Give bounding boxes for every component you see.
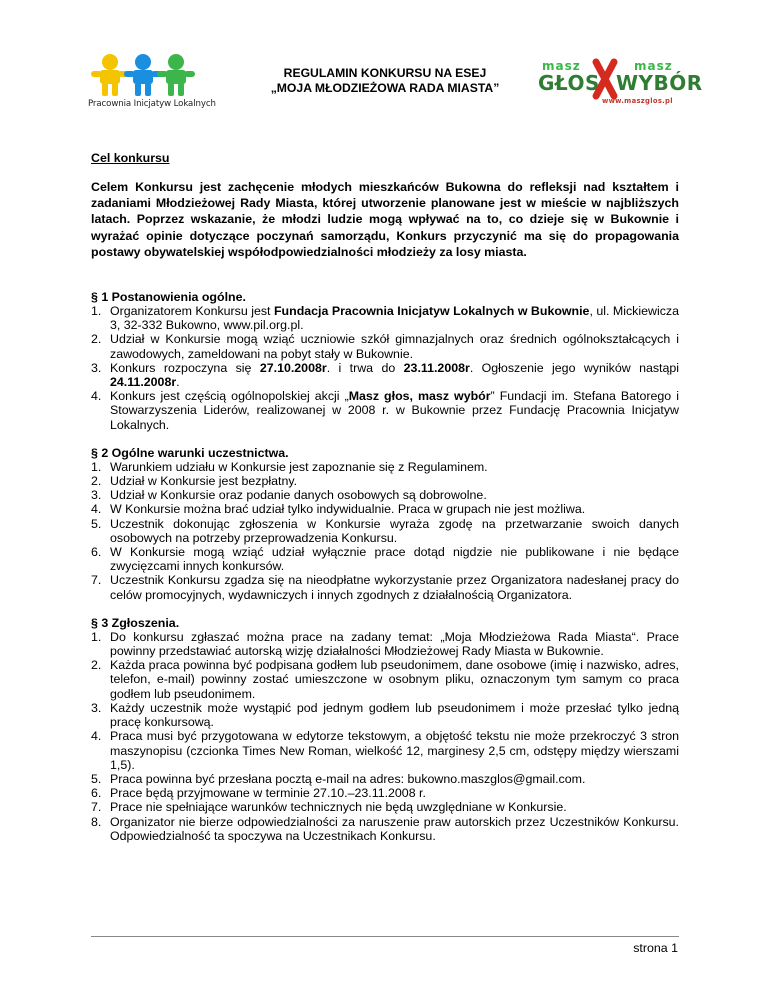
section-1-heading: § 1 Postanowienia ogólne. (91, 290, 246, 305)
section-3-heading: § 3 Zgłoszenia. (91, 615, 180, 630)
section-1-list (91, 304, 679, 432)
s3-item: 1. Do konkursu zgłaszać można prace na zadany temat: „Moja Młodzieżowa Rada Miasta“. Prace powinny przedstawiać autorską wizję działalności Młodzieżowej Rady Miasta w Bukownie. (91, 629, 679, 659)
s1-item-1: 1. Organizatorem Konkursu jest Fundacja Pracownia Inicjatyw Lokalnych w Bukownie, ul. Mickiewicza 3, 32-332 Bukowno, www.pil.org.pl. (91, 304, 680, 333)
s2-item: 5. Uczestnik dokonując zgłoszenia w Konkursie wyraża zgodę na przetwarzanie swoich danych osobowych na potrzeby przeprowadzenia Konkursu. (91, 516, 679, 545)
logo-word-masz-1: masz (542, 59, 581, 73)
section-2 (91, 446, 679, 602)
goal-text: Celem Konkursu jest zachęcenie młodych mieszkańców Bukowna do refleksji nad kształtem i zadaniami Młodzieżowej Rady Miasta, której utworzenie planowane jest w mieście w najbliższych latach. Poprzez wskazanie, że młodzi ludzie mogą wpływać na to, co dzieje się w Bukownie i wyrażać opinie dotyczące poczynań samorządu, Konkurs przyczynić ma się do propagowania postawy obywatelskiej współodpowiedzialności młodzieży za losy miasta. (91, 180, 679, 259)
s3-item: 4. Praca musi być przygotowana w edytorze tekstowym, a objętość tekstu nie może przekroczyć 3 stron maszynopisu (czcionka Times New Roman, wielkość 12, marginesy 2,5 cm, odstępy między wierszami 1,5). (91, 729, 679, 772)
s2-item: 3. Udział w Konkursie oraz podanie danych osobowych są dobrowolne. (91, 488, 487, 503)
figure-yellow (91, 54, 129, 96)
s1-item-2: 2. Udział w Konkursie mogą wziąć uczniowie szkół gimnazjalnych oraz średnich ogólnokształcących i zawodowych, zameldowani na pobyt stały w Bukownie. (91, 332, 679, 361)
s2-item: 1. Warunkiem udziału w Konkursie jest zapoznanie się z Regulaminem. (91, 459, 488, 474)
s3-item: 6. Prace będą przyjmowane w terminie 27.10.–23.11.2008 r. (91, 786, 426, 801)
s2-item: 6. W Konkursie mogą wziąć udział wyłącznie prace dotąd nigdzie nie publikowane i nie będące zwycięzcami innych konkursów. (91, 545, 679, 574)
page-number: strona 1 (633, 941, 678, 955)
s3-item: 2. Każda praca powinna być podpisana godłem lub pseudonimem, dane osobowe (imię i nazwisko, adres, telefon, e-mail) powinny zostać umieszczone w osobnym pliku, oznaczonym tym samym co praca godłem lub pseudonimem. (91, 658, 679, 701)
section-3 (91, 616, 679, 843)
section-2-heading: § 2 Ogólne warunki uczestnictwa. (91, 445, 289, 460)
figure-blue (124, 54, 162, 96)
s3-item: 5. Praca powinna być przesłana pocztą e-mail na adres: bukowno.maszglos@gmail.com. (91, 771, 586, 786)
section-2-list (91, 460, 679, 602)
masz-glos-url: www.maszglos.pl (602, 97, 673, 105)
section-1 (91, 290, 679, 432)
s3-item: 8. Organizator nie bierze odpowiedzialności za naruszenie praw autorskich przez Uczestników Konkursu. Odpowiedzialność ta spoczywa na Uczestnikach Konkursu. (91, 814, 679, 843)
s3-item: 7. Prace nie spełniające warunków technicznych nie będą uwzględniane w Konkursie. (91, 800, 567, 815)
s3-item: 3. Każdy uczestnik może wystąpić pod jednym godłem lub pseudonimem i może przesłać tylko jedną pracę konkursową. (91, 700, 679, 730)
document-body (91, 140, 679, 843)
pracownia-logo-caption: Pracownia Inicjatyw Lokalnych (88, 99, 216, 109)
logo-word-masz-2: masz (634, 59, 673, 73)
logo-word-glos: GŁOS (538, 71, 600, 95)
s1-item-3: 3. Konkurs rozpoczyna się 27.10.2008r. i trwa do 23.11.2008r. Ogłoszenie jego wyników nastąpi 24.11.2008r. (91, 360, 680, 390)
s2-item: 7. Uczestnik Konkursu zgadza się na nieodpłatne wykorzystanie przez Organizatora nadesłanej pracy do celów promocyjnych, wydawniczych i innych zgodnych z działalnością Organizatora. (91, 573, 679, 602)
s1-item-4: 4. Konkurs jest częścią ogólnopolskiej akcji „Masz głos, masz wybór” Fundacji im. Stefana Batorego i Stowarzyszenia Liderów, realizowanej w 2008 r. w Bukownie przez Fundację Pracownia Inicjatyw Lokalnych. (91, 389, 679, 432)
document-title (200, 66, 570, 96)
logo-word-wybor: WYBÓR (616, 71, 703, 95)
s2-item: 4. W Konkursie można brać udział tylko indywidualnie. Praca w grupach nie jest możliwa. (91, 502, 586, 517)
s2-item: 2. Udział w Konkursie jest bezpłatny. (91, 474, 298, 489)
section-3-list (91, 630, 679, 843)
figure-green (157, 54, 195, 96)
footer-divider (91, 936, 679, 937)
title-line-1: REGULAMIN KONKURSU NA ESEJ (283, 66, 487, 80)
title-line-2: „MOJA MŁODZIEŻOWA RADA MIASTA” (270, 81, 500, 95)
goal-heading: Cel konkursu (91, 151, 170, 165)
